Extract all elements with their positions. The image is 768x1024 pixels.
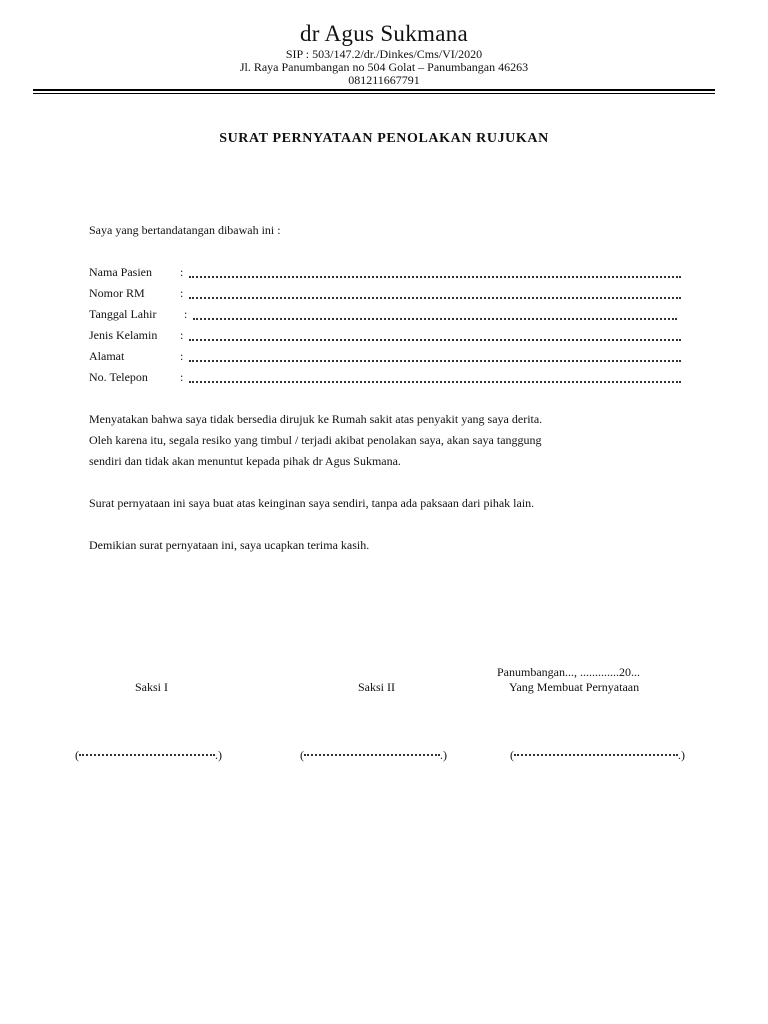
- field-colon: :: [180, 328, 184, 342]
- close-paren: .): [215, 748, 222, 762]
- statement-paragraph: [89, 409, 689, 472]
- dotted-fill-line: [189, 381, 681, 383]
- witness-2-label: Saksi II: [358, 680, 395, 694]
- field-colon: :: [184, 307, 188, 321]
- dotted-signature-line: [514, 754, 678, 756]
- document-title: SURAT PERNYATAAN PENOLAKAN RUJUKAN: [219, 131, 549, 146]
- statement-line-3: sendiri dan tidak akan menuntut kepada pihak dr Agus Sukmana.: [89, 454, 401, 468]
- close-paren: .): [440, 748, 447, 762]
- field-colon: :: [180, 265, 184, 279]
- field-row-nama-pasien: [89, 263, 689, 284]
- declarant-signature-blank: [510, 746, 685, 764]
- field-label: Jenis Kelamin: [89, 328, 158, 342]
- statement-line-1: Menyatakan bahwa saya tidak bersedia dirujuk ke Rumah sakit atas penyakit yang saya derita.: [89, 412, 543, 426]
- witness-2-signature-blank: [300, 746, 447, 764]
- field-row-tanggal-lahir: [89, 305, 689, 326]
- field-label: Tanggal Lahir: [89, 307, 157, 321]
- open-paren: (: [300, 748, 304, 762]
- closing-paragraph: Demikian surat pernyataan ini, saya ucapkan terima kasih.: [89, 538, 370, 552]
- intro-text: Saya yang bertandatangan dibawah ini :: [89, 223, 281, 237]
- clinic-address: Jl. Raya Panumbangan no 504 Golat – Panumbangan 46263: [239, 60, 529, 74]
- dotted-fill-line: [189, 360, 681, 362]
- clinic-phone: 081211667791: [348, 73, 420, 87]
- dotted-fill-line: [193, 318, 677, 320]
- field-label: Nomor RM: [89, 286, 145, 300]
- dotted-signature-line: [304, 754, 440, 756]
- declarant-label: Yang Membuat Pernyataan: [509, 680, 640, 694]
- field-colon: :: [180, 370, 184, 384]
- field-row-jenis-kelamin: [89, 326, 689, 347]
- doctor-name: dr Agus Sukmana: [299, 21, 469, 46]
- dotted-fill-line: [189, 276, 681, 278]
- dotted-fill-line: [189, 297, 681, 299]
- dotted-fill-line: [189, 339, 681, 341]
- statement-line-2: Oleh karena itu, segala resiko yang timbul / terjadi akibat penolakan saya, akan saya tanggung: [89, 433, 542, 447]
- field-label: No. Telepon: [89, 370, 148, 384]
- witness-1-signature-blank: [75, 746, 222, 764]
- letterhead-divider-thick: [33, 89, 715, 91]
- open-paren: (: [510, 748, 514, 762]
- witness-1-label: Saksi I: [135, 680, 168, 694]
- field-row-nomor-rm: [89, 284, 689, 305]
- field-row-no-telepon: [89, 368, 689, 389]
- voluntary-paragraph: Surat pernyataan ini saya buat atas keinginan saya sendiri, tanpa ada paksaan dari pihak lain.: [89, 496, 535, 510]
- field-label: Alamat: [89, 349, 125, 363]
- close-paren: .): [678, 748, 685, 762]
- field-colon: :: [180, 286, 184, 300]
- letterhead-divider-thin: [33, 93, 715, 94]
- letterhead: [0, 20, 768, 87]
- place-date-line: Panumbangan..., .............20...: [497, 665, 640, 679]
- field-label: Nama Pasien: [89, 265, 152, 279]
- field-colon: :: [180, 349, 184, 363]
- open-paren: (: [75, 748, 79, 762]
- sip-number: SIP : 503/147.2/dr./Dinkes/Cms/VI/2020: [285, 47, 483, 61]
- field-row-alamat: [89, 347, 689, 368]
- dotted-signature-line: [79, 754, 215, 756]
- patient-fields: [89, 263, 689, 389]
